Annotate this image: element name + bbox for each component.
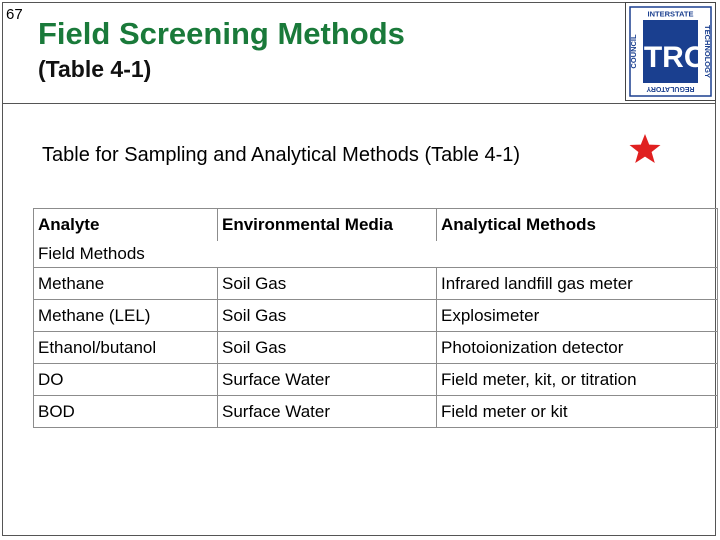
logo-left-text: COUNCIL [629,34,638,69]
cell-method: Field meter, kit, or titration [437,364,718,396]
cell-media: Soil Gas [218,332,437,364]
header-analytical-methods: Analytical Methods [437,209,718,242]
itrc-logo-graphic [626,3,715,100]
table-row [34,332,718,364]
cell-method: Infrared landfill gas meter [437,268,718,300]
header-divider [2,103,716,104]
table-header-row [34,209,718,242]
slide-title: Field Screening Methods [38,16,405,51]
logo-bottom-text: REGULATORY [646,85,695,92]
section-row [34,241,718,268]
slide-subtitle: (Table 4-1) [38,56,152,82]
cell-analyte: DO [34,364,218,396]
table-row [34,268,718,300]
cell-analyte: Methane [34,268,218,300]
logo-right-text: TECHNOLOGY [703,25,712,78]
methods-table [33,208,718,428]
header-analyte: Analyte [34,209,218,242]
cell-method: Explosimeter [437,300,718,332]
slide-number: 67 [6,6,23,23]
cell-method: Field meter or kit [437,396,718,428]
table-row [34,300,718,332]
cell-analyte: Methane (LEL) [34,300,218,332]
cell-analyte: BOD [34,396,218,428]
section-label: Field Methods [34,241,718,268]
star-icon [629,133,661,165]
cell-media: Surface Water [218,364,437,396]
cell-media: Soil Gas [218,268,437,300]
table-row [34,364,718,396]
logo-top-text: INTERSTATE [647,9,694,19]
cell-method: Photoionization detector [437,332,718,364]
cell-media: Soil Gas [218,300,437,332]
itrc-logo [625,2,716,101]
header-environmental-media: Environmental Media [218,209,437,242]
table-row [34,396,718,428]
cell-analyte: Ethanol/butanol [34,332,218,364]
cell-media: Surface Water [218,396,437,428]
table-caption: Table for Sampling and Analytical Methods (Table 4-1) [42,144,521,166]
logo-main-text: ITRC [635,41,706,74]
